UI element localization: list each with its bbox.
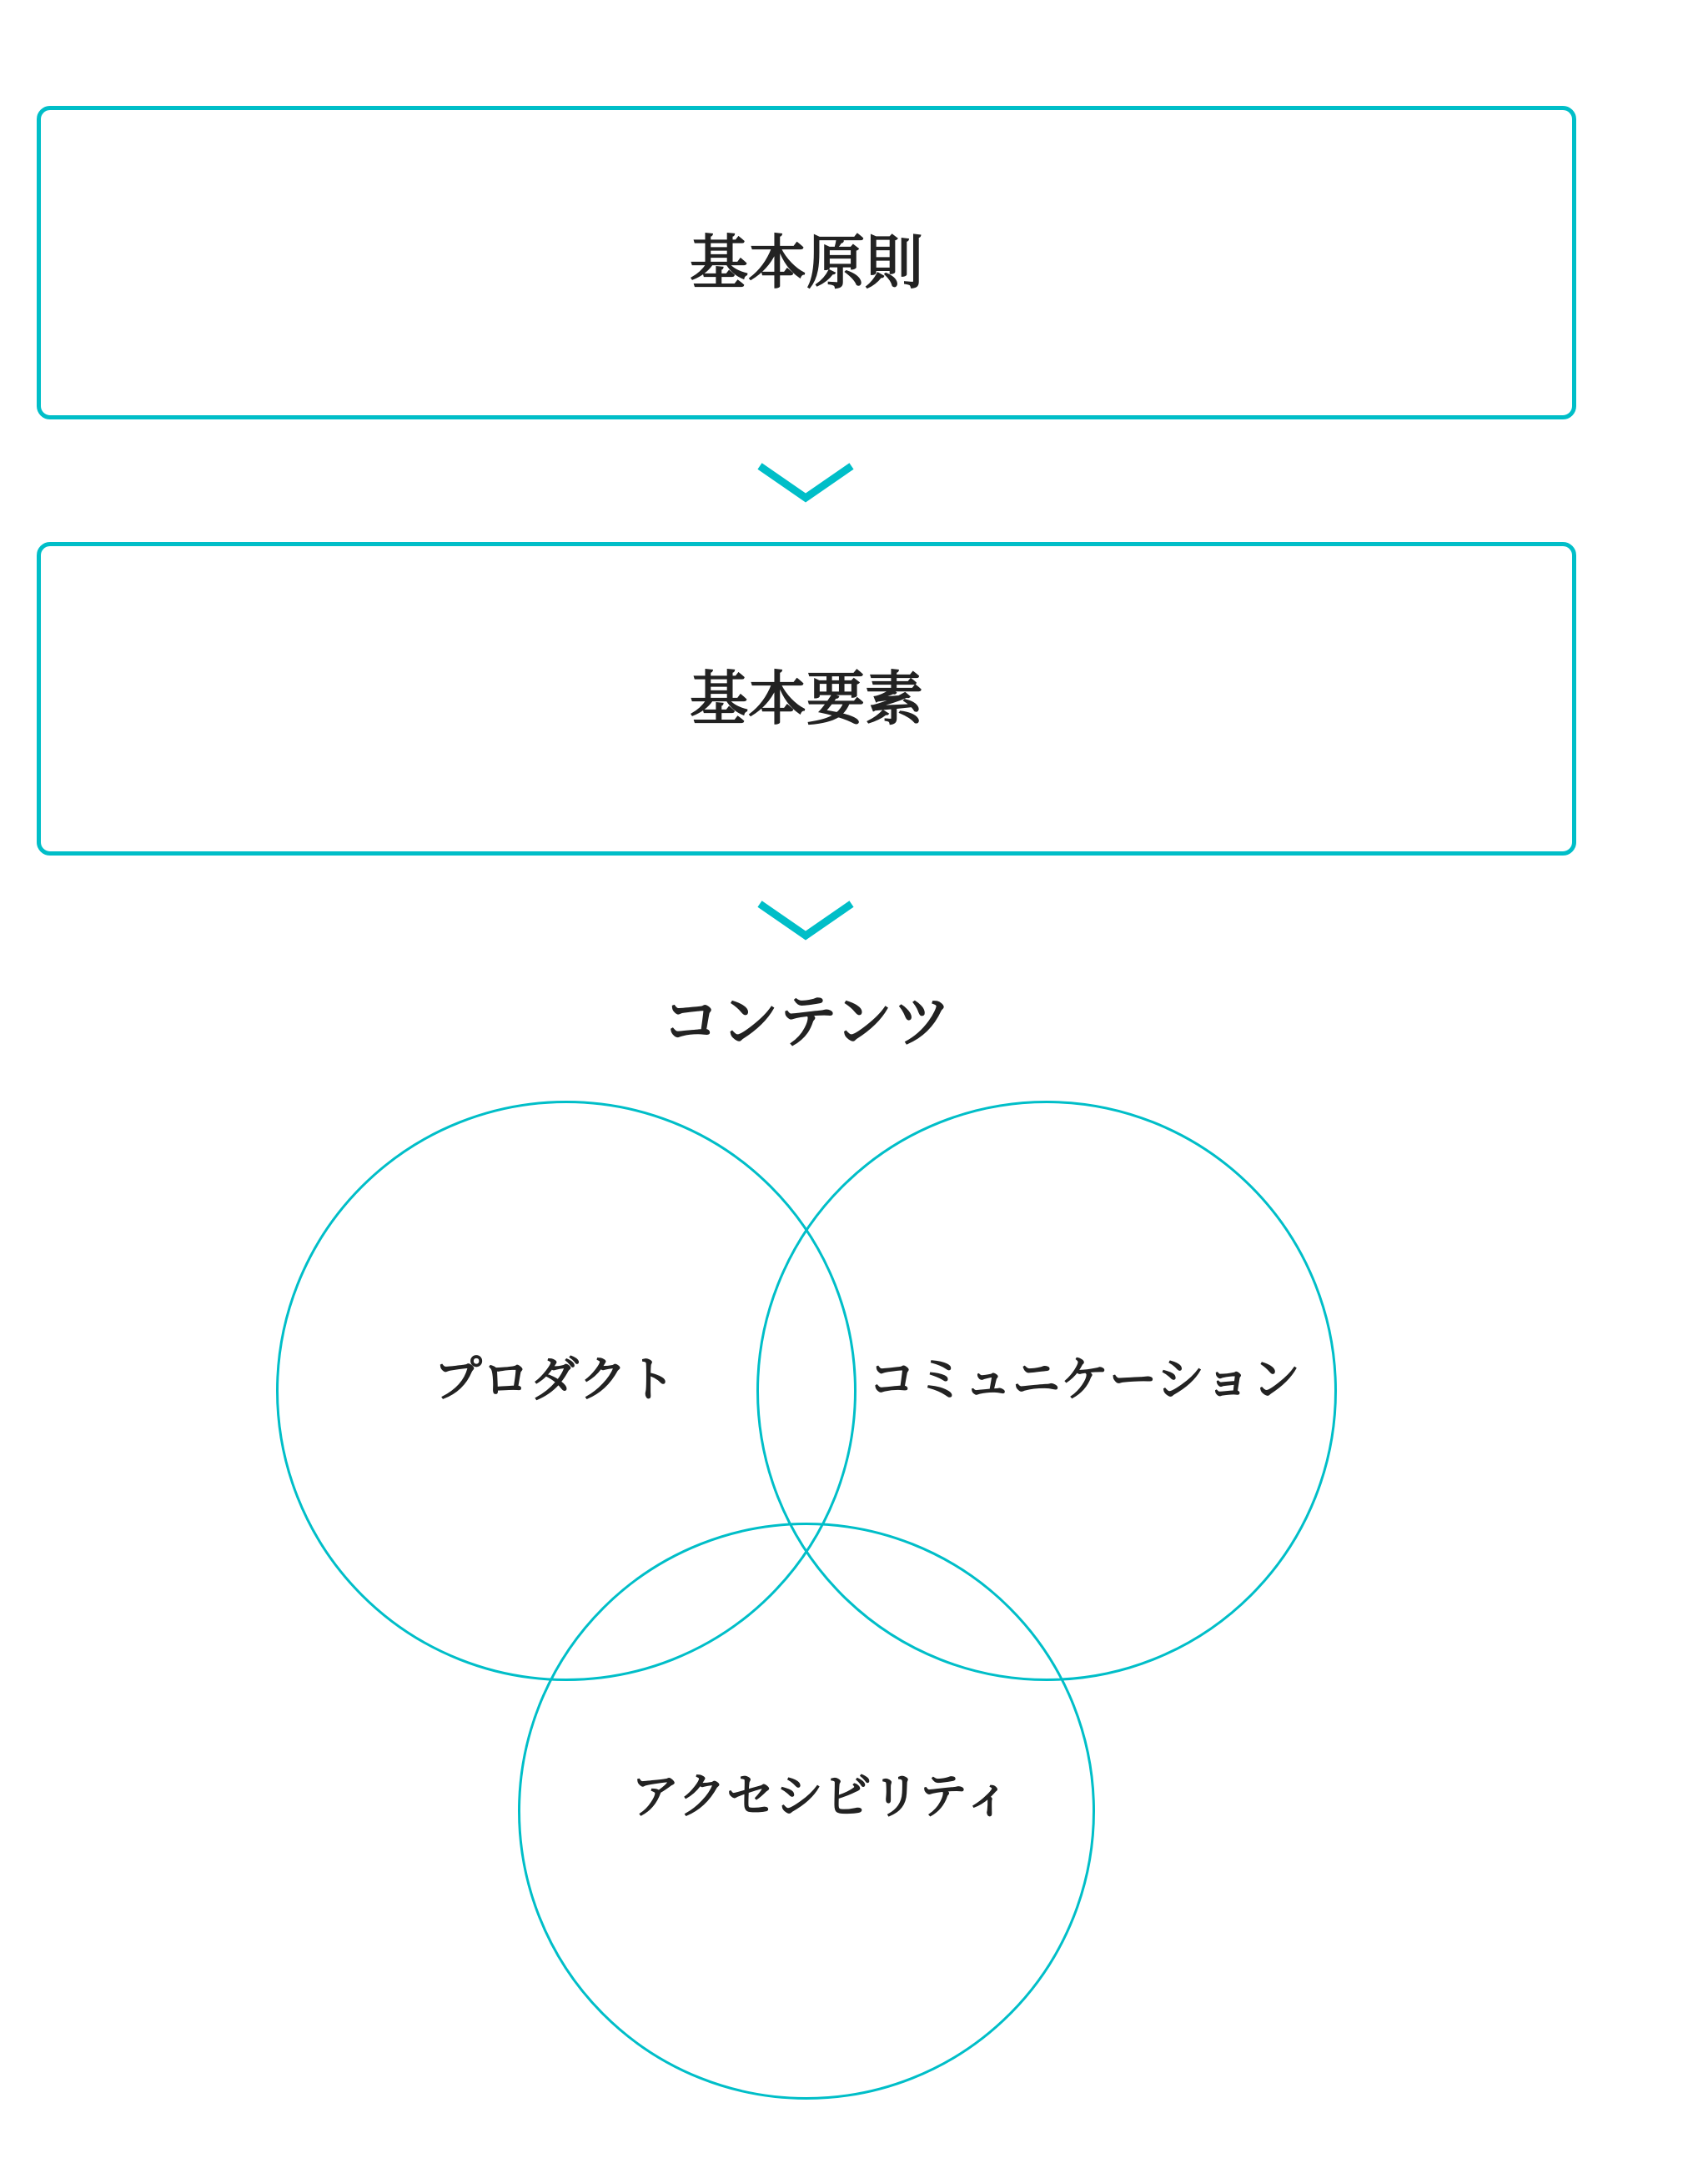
chevron-down-icon <box>756 463 856 503</box>
chevron-down-icon <box>756 901 856 941</box>
venn-label-communication: コミュニケーション <box>867 1352 1301 1407</box>
flow-box-basic-principles-label: 基本原則 <box>690 230 923 295</box>
flow-box-basic-elements <box>37 542 1576 856</box>
flow-box-basic-principles <box>37 106 1576 419</box>
venn-label-accessibility: アクセシビリティ <box>630 1769 1012 1824</box>
flow-box-basic-elements-label: 基本要素 <box>690 666 923 731</box>
venn-section-title: コンテンツ <box>661 989 952 1054</box>
venn-label-product: プロダクト <box>433 1352 676 1407</box>
